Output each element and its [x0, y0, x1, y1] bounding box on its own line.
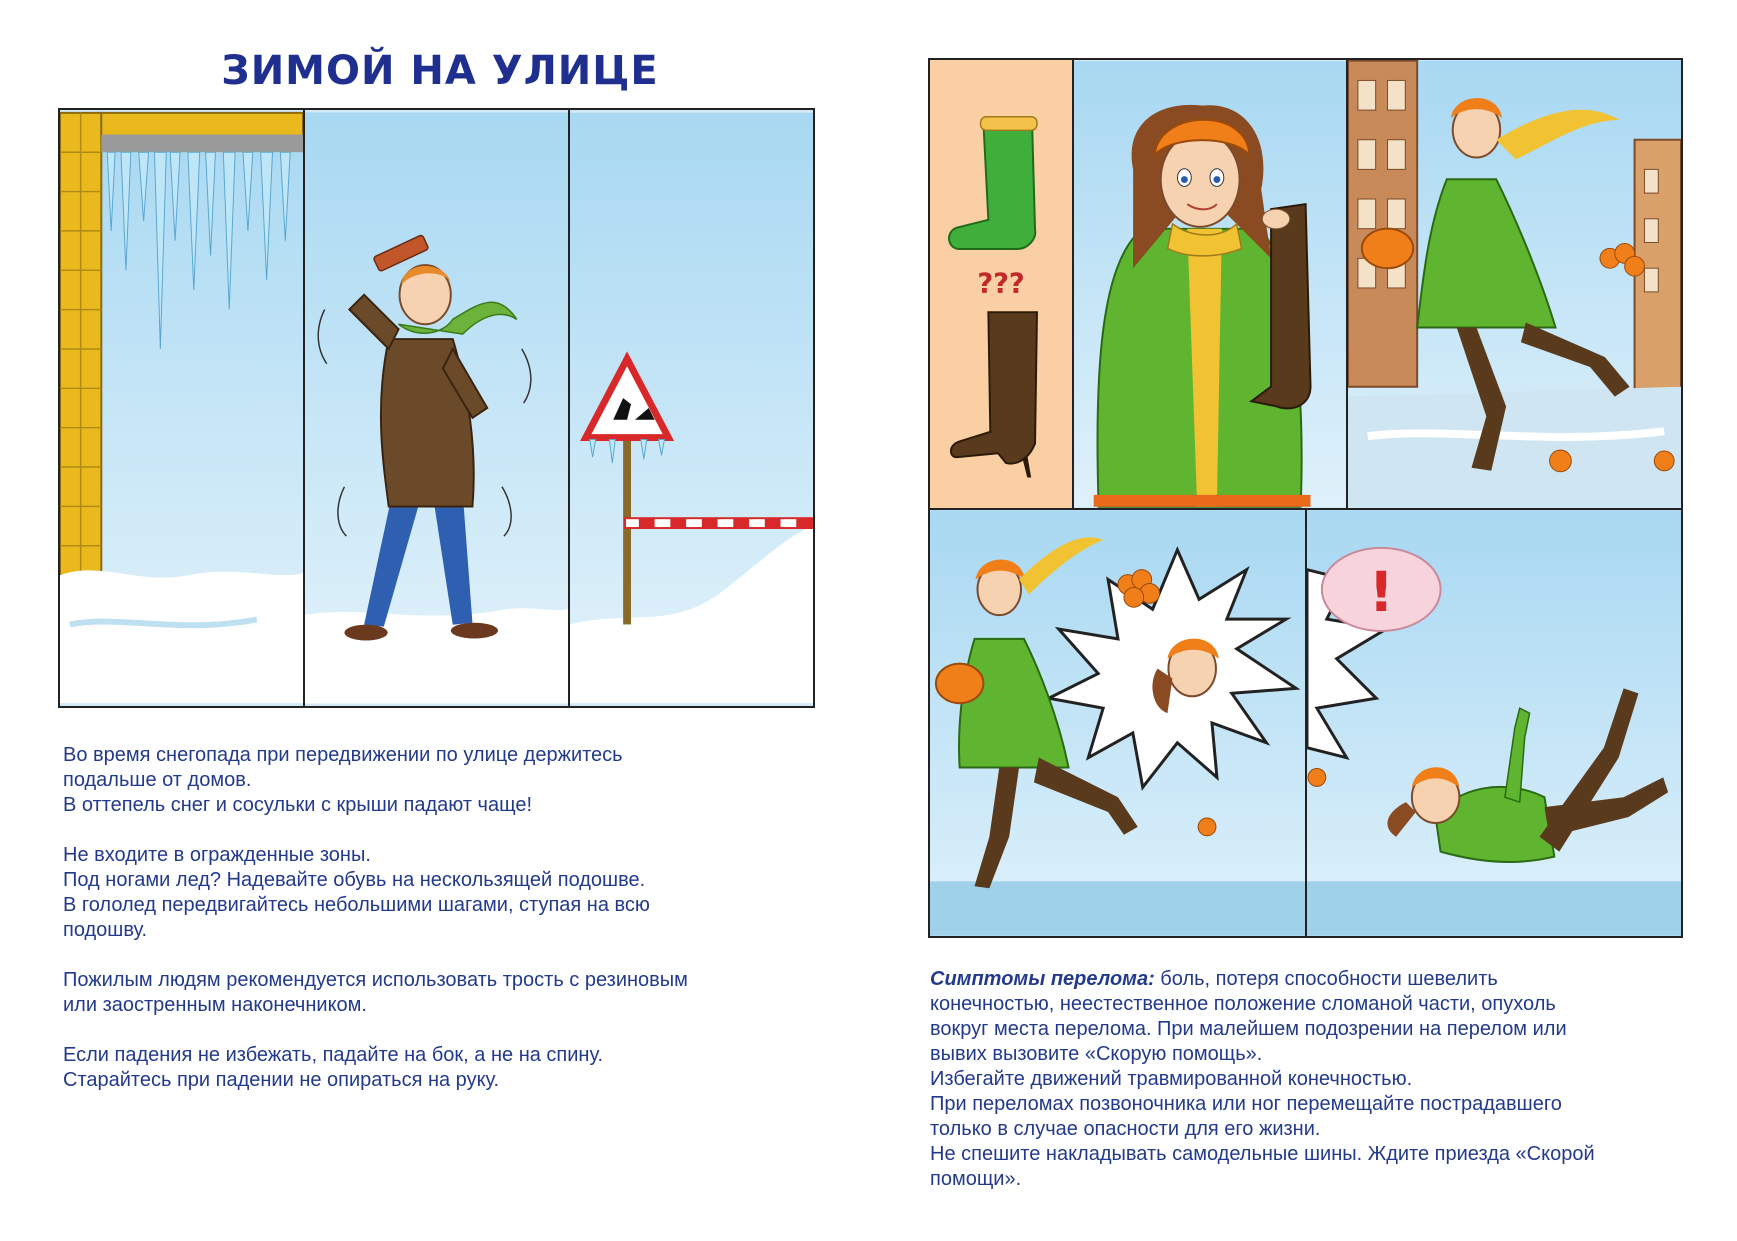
- text-line: [930, 967, 1690, 992]
- boots-illustration: [930, 60, 1072, 508]
- text-line: Пожилым людям рекомендуется использовать трость с резиновым: [63, 969, 688, 991]
- text-line: только в случае опасности для его жизни.: [930, 1118, 1321, 1140]
- text-line: Под ногами лед? Надевайте обувь на нескользящей подошве.: [63, 869, 646, 891]
- symptoms-heading: Симптомы перелома:: [930, 968, 1155, 990]
- page-title: ЗИМОЙ НА УЛИЦЕ: [221, 48, 659, 94]
- advice-paragraph: [63, 743, 823, 818]
- text-line: Избегайте движений травмированной конечностью.: [930, 1068, 1413, 1090]
- text-line: При переломах позвоночника или ног перемещайте пострадавшего: [930, 1093, 1562, 1115]
- fallen-illustration: [1307, 510, 1681, 936]
- left-advice-text: [63, 743, 823, 1118]
- panel-woman-fallen: [1305, 508, 1683, 938]
- text-line: Старайтесь при падении не опираться на руку.: [63, 1069, 500, 1091]
- road-sign-illustration: [570, 110, 813, 706]
- text-line: В оттепель снег и сосульки с крыши падают чаще!: [63, 794, 533, 816]
- slipping-illustration: [1348, 60, 1681, 508]
- fracture-symptoms-text: [930, 967, 1690, 1192]
- symptoms-lead-rest: боль, потеря способности шевелить: [1154, 968, 1498, 990]
- text-line: конечностью, неестественное положение сломаной части, опухоль: [930, 993, 1556, 1015]
- text-line: или заостренным наконечником.: [63, 994, 367, 1016]
- text-line: Во время снегопада при передвижении по улице держитесь: [63, 744, 623, 766]
- woman-boot-illustration: [1074, 60, 1346, 508]
- text-line: Не спешите накладывать самодельные шины. Ждите приезда «Скорой: [930, 1143, 1595, 1165]
- panel-woman-slipping: [1346, 58, 1683, 510]
- exclamation-mark: !: [1368, 561, 1394, 626]
- panel-woman-falling: [928, 508, 1307, 938]
- icicles-illustration: [60, 110, 303, 706]
- text-line: В гололед передвигайтесь небольшими шагами, ступая на всю: [63, 894, 650, 916]
- text-line: подальше от домов.: [63, 769, 252, 791]
- boots-question-marks: ???: [977, 268, 1025, 300]
- advice-paragraph: [63, 968, 823, 1018]
- panel-woman-holding-boot: [1072, 58, 1348, 510]
- advice-paragraph: [63, 1043, 823, 1093]
- text-line: Если падения не избежать, падайте на бок, а не на спину.: [63, 1044, 604, 1066]
- panel-boots: [928, 58, 1074, 510]
- text-line: помощи».: [930, 1168, 1022, 1190]
- advice-paragraph: [63, 843, 823, 943]
- falling-illustration: [930, 510, 1305, 936]
- text-line: вокруг места перелома. При малейшем подозрении на перелом или: [930, 1018, 1567, 1040]
- panel-road-sign: [568, 108, 815, 708]
- panel-icicles: [58, 108, 305, 708]
- text-line: подошву.: [63, 919, 148, 941]
- text-line: вывих вызовите «Скорую помощь».: [930, 1043, 1263, 1065]
- panel-man-walking: [303, 108, 570, 708]
- text-line: Не входите в огражденные зоны.: [63, 844, 371, 866]
- man-illustration: [305, 110, 568, 706]
